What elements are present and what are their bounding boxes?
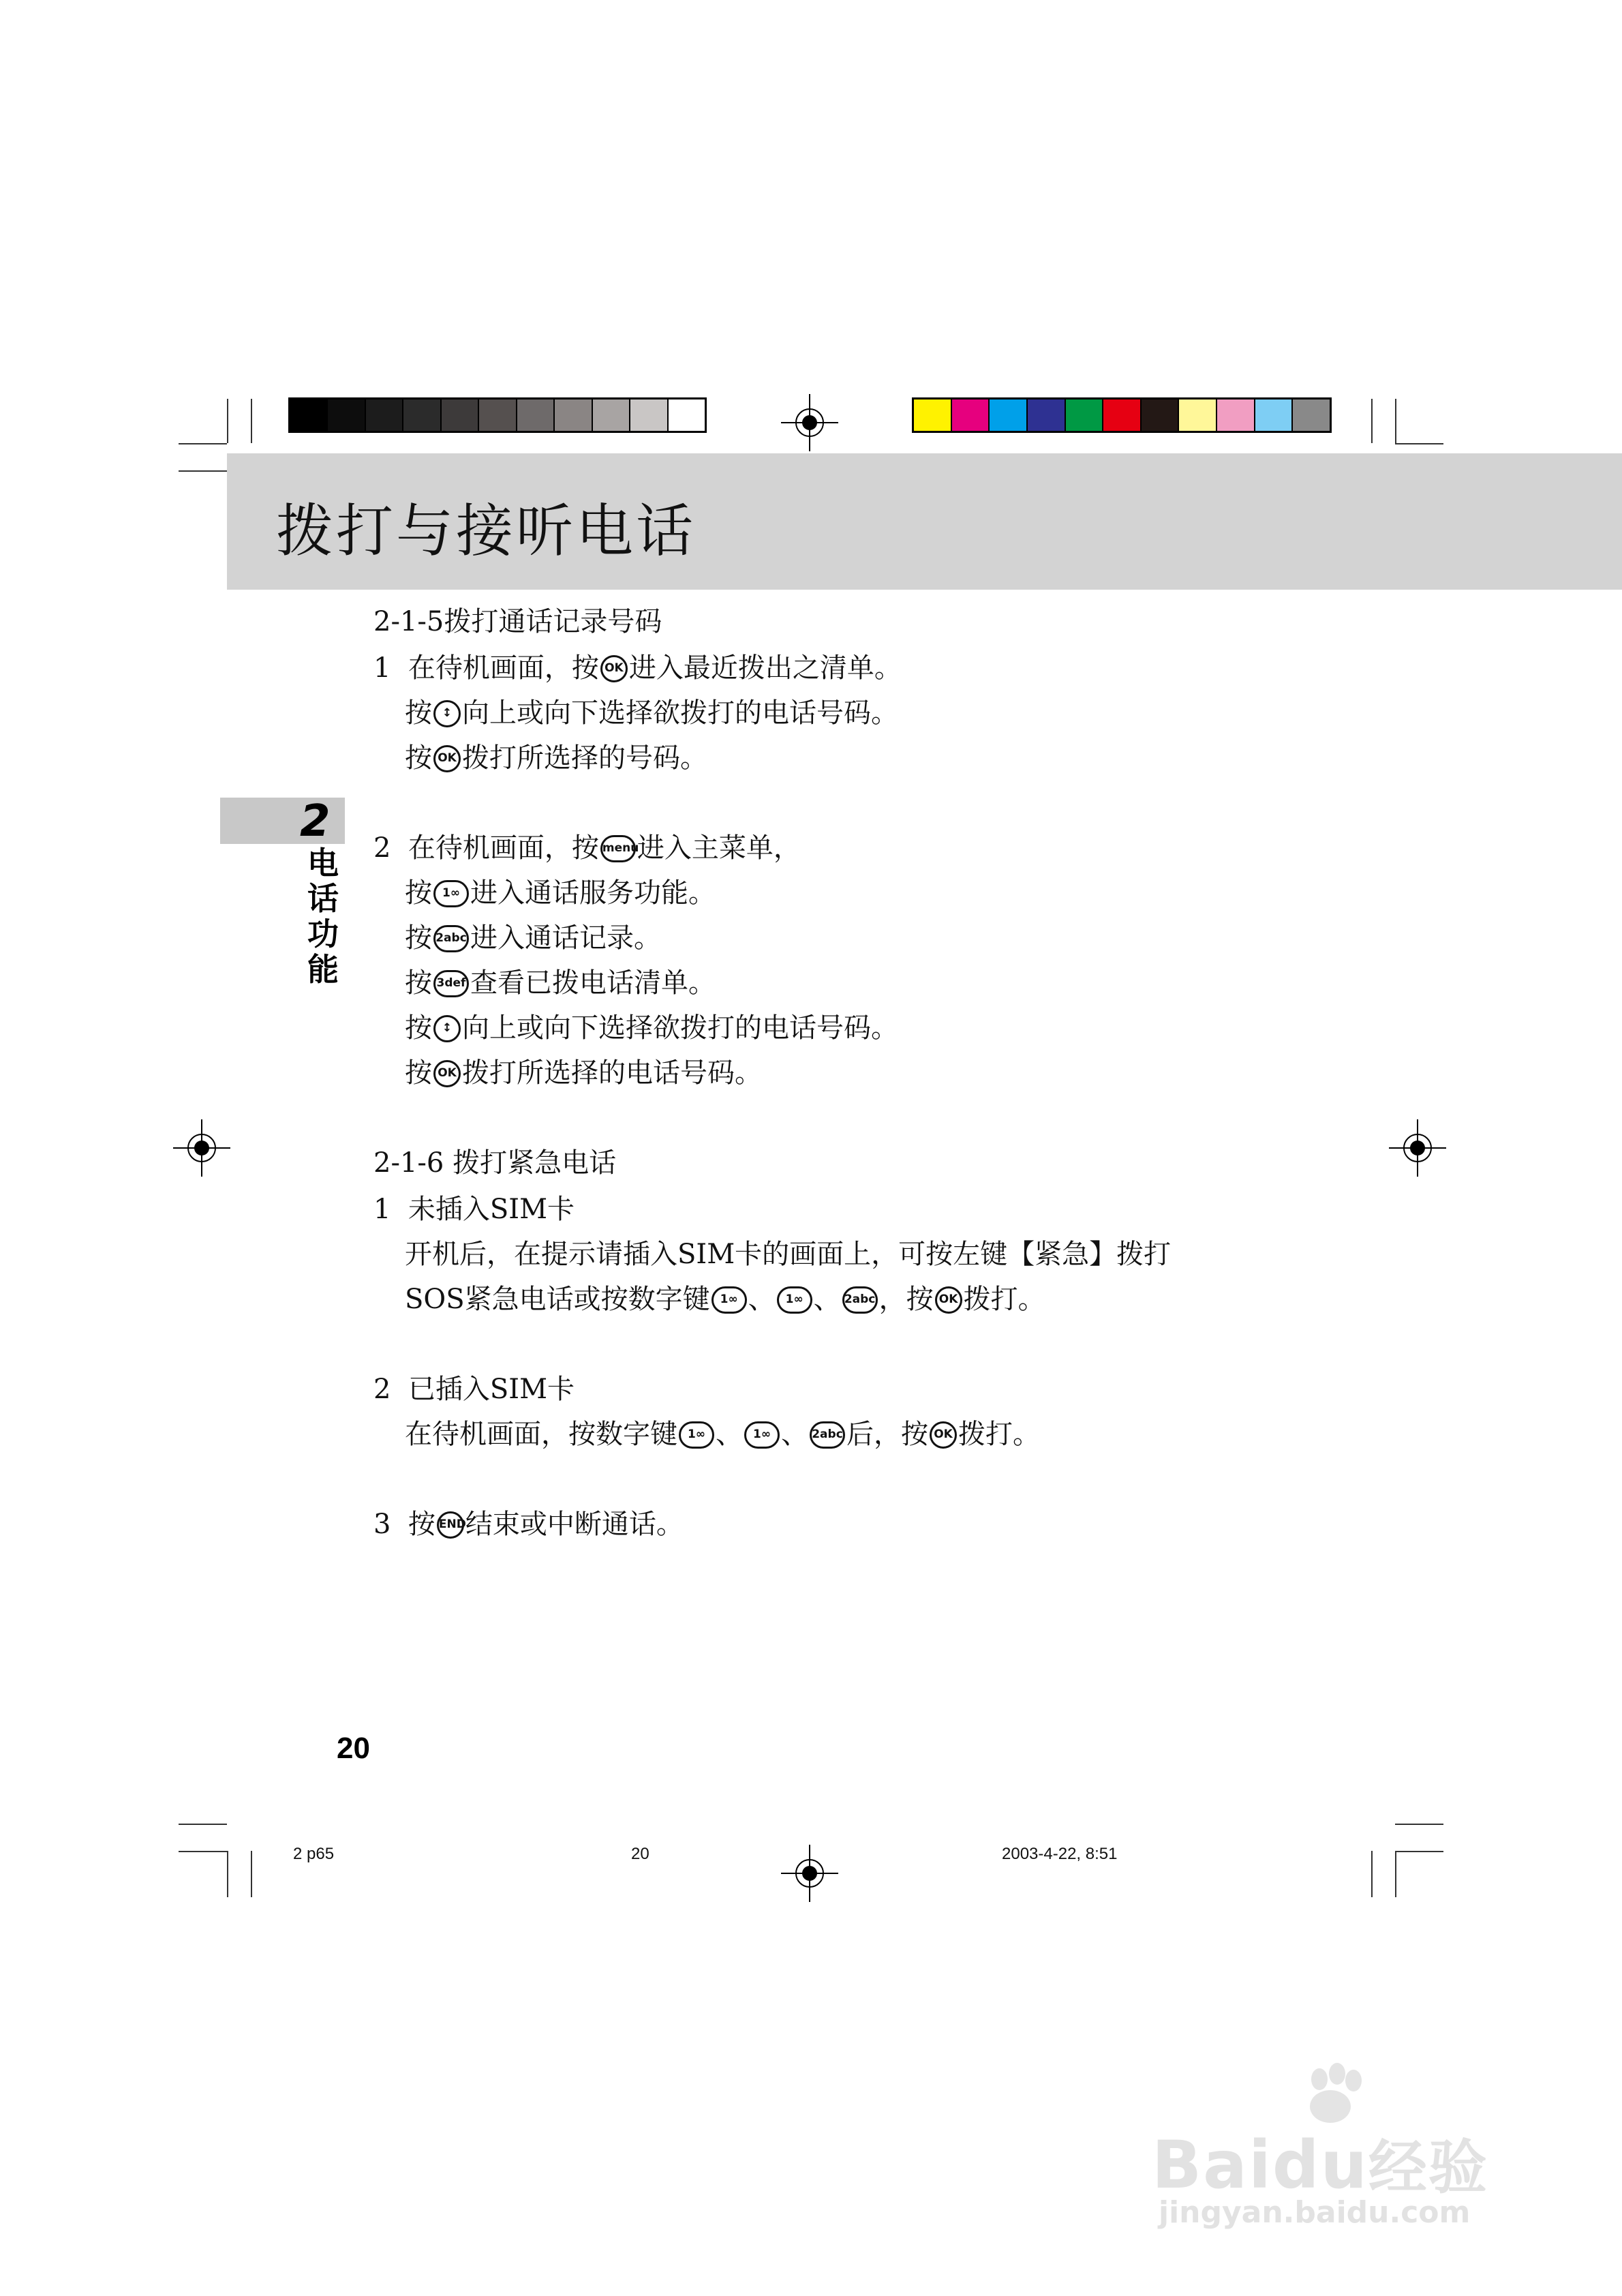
step-line — [405, 742, 707, 774]
nav-key-icon — [433, 700, 461, 727]
step-text: 按 — [405, 922, 432, 954]
crop-mark — [179, 1824, 227, 1825]
step-text: 进入通话记录。 — [470, 922, 661, 954]
step-text: 进入主菜单， — [637, 832, 801, 864]
step-line — [373, 1373, 575, 1406]
step-text: 、 — [716, 1419, 743, 1450]
registration-mark-icon — [781, 1845, 838, 1902]
color-swatch — [1103, 399, 1142, 431]
color-swatch — [1255, 399, 1294, 431]
watermark-brand-cn: 经验 — [1368, 2134, 1488, 2202]
section-heading: 2-1-5拨打通话记录号码 — [373, 606, 662, 637]
step-text: 向上或向下选择欲拨打的电话号码。 — [462, 697, 898, 729]
step-line — [405, 1418, 1040, 1451]
crop-mark — [1395, 1851, 1396, 1897]
step-text: 进入最近拨出之清单。 — [628, 652, 902, 684]
crop-mark — [251, 1851, 252, 1897]
gray-swatch — [290, 399, 328, 431]
step-text: 在待机画面，按 — [408, 832, 599, 864]
key-2-icon — [433, 925, 469, 952]
chapter-label-char: 功 — [307, 916, 339, 952]
key-3-icon — [433, 970, 469, 997]
ok-key-icon — [935, 1286, 962, 1314]
step-text: 、 — [781, 1419, 808, 1450]
footer-timestamp: 2003-4-22, 8:51 — [1002, 1845, 1118, 1863]
color-swatch — [1217, 399, 1255, 431]
step-text: 按 — [405, 967, 432, 999]
gray-swatch — [669, 399, 705, 431]
step-line — [405, 1283, 1045, 1316]
chapter-label — [305, 845, 341, 987]
step-text: 拨打。 — [958, 1419, 1040, 1450]
registration-mark-icon — [781, 394, 838, 451]
color-swatch — [1293, 399, 1330, 431]
step-title: 未插入SIM卡 — [408, 1194, 575, 1225]
ok-key-icon — [930, 1421, 957, 1449]
footer-filename: 2 p65 — [293, 1845, 335, 1863]
step-text: 拨打所选择的电话号码。 — [462, 1057, 762, 1089]
page-number: 20 — [337, 1732, 370, 1765]
step-line — [373, 1508, 684, 1541]
step-text: 后，按 — [846, 1419, 928, 1450]
crop-mark — [227, 1851, 228, 1897]
ok-key-icon — [433, 745, 461, 772]
nav-key-icon — [433, 1015, 461, 1042]
step-text: 按 — [408, 1509, 435, 1540]
crop-mark — [251, 399, 252, 443]
crop-mark — [1395, 1824, 1443, 1825]
step-number: 2 — [373, 832, 391, 864]
step-line — [373, 832, 801, 864]
crop-mark — [1395, 443, 1443, 444]
key-1-icon — [777, 1286, 812, 1314]
key-1-icon — [711, 1286, 747, 1314]
color-colorbar — [912, 397, 1332, 433]
color-swatch — [1142, 399, 1180, 431]
crop-mark — [1371, 399, 1373, 443]
baidu-watermark — [1152, 2059, 1533, 2229]
key-1-icon — [744, 1421, 780, 1449]
step-text: 在待机画面，按 — [408, 652, 599, 684]
key-1-icon — [433, 880, 469, 907]
crop-mark — [227, 399, 228, 443]
color-swatch — [1179, 399, 1217, 431]
crop-mark — [1395, 1851, 1443, 1852]
color-swatch — [952, 399, 990, 431]
end-key-icon — [437, 1511, 464, 1539]
step-text: 、 — [813, 1284, 841, 1315]
key-2-icon — [810, 1421, 845, 1449]
ok-key-icon — [433, 1060, 461, 1087]
step-title: 已插入SIM卡 — [408, 1374, 575, 1405]
gray-swatch — [328, 399, 365, 431]
menu-key-icon — [600, 835, 636, 862]
step-text: 拨打所选择的号码。 — [462, 742, 707, 774]
gray-swatch — [403, 399, 441, 431]
step-text: 按 — [405, 1057, 432, 1089]
step-line — [405, 877, 716, 909]
gray-swatch — [593, 399, 630, 431]
color-swatch — [1028, 399, 1066, 431]
step-text: 按 — [405, 697, 432, 729]
color-swatch — [1066, 399, 1104, 431]
key-1-icon — [679, 1421, 714, 1449]
step-text: 结束或中断通话。 — [465, 1509, 684, 1540]
step-text: 在待机画面，按数字键 — [405, 1419, 677, 1450]
gray-swatch — [630, 399, 668, 431]
gray-swatch — [442, 399, 479, 431]
step-text: 进入通话服务功能。 — [470, 877, 716, 909]
step-text: 向上或向下选择欲拨打的电话号码。 — [462, 1012, 898, 1044]
step-text: ，按 — [878, 1284, 934, 1315]
step-text: 按 — [405, 1012, 432, 1044]
color-swatch — [914, 399, 952, 431]
step-number: 3 — [373, 1509, 391, 1540]
step-text: 查看已拨电话清单。 — [470, 967, 716, 999]
watermark-url: jingyan.baidu.com — [1159, 2195, 1471, 2230]
registration-mark-icon — [1389, 1119, 1446, 1177]
step-text: 拨打。 — [963, 1284, 1045, 1315]
chapter-label-char: 电 — [307, 845, 339, 881]
key-2-icon — [842, 1286, 878, 1314]
step-number: 1 — [373, 652, 391, 684]
crop-mark — [1395, 399, 1396, 443]
step-number: 1 — [373, 1194, 391, 1225]
step-text: 按 — [405, 742, 432, 774]
step-text: 按 — [405, 877, 432, 909]
step-line — [405, 697, 898, 729]
step-line — [373, 1193, 575, 1226]
step-line — [405, 1057, 762, 1089]
chapter-label-char: 话 — [307, 880, 339, 917]
registration-mark-icon — [173, 1119, 230, 1177]
step-number: 2 — [373, 1374, 391, 1405]
watermark-brand: Baidu — [1152, 2127, 1368, 2203]
gray-swatch — [479, 399, 517, 431]
footer-page: 20 — [631, 1845, 649, 1863]
crop-mark — [179, 443, 227, 444]
step-line — [405, 922, 661, 954]
step-line — [373, 652, 902, 684]
section-heading: 2-1-6 拨打紧急电话 — [373, 1147, 617, 1179]
gray-swatch — [517, 399, 555, 431]
chapter-number: 2 — [300, 796, 331, 847]
chapter-label-char: 能 — [307, 951, 339, 988]
grayscale-colorbar — [288, 397, 707, 433]
gray-swatch — [555, 399, 592, 431]
gray-swatch — [366, 399, 403, 431]
crop-mark — [179, 470, 227, 472]
crop-mark — [179, 1851, 227, 1852]
step-line: 开机后，在提示请插入SIM卡的画面上，可按左键【紧急】拨打 — [405, 1239, 1172, 1270]
ok-key-icon — [600, 655, 628, 682]
color-swatch — [990, 399, 1028, 431]
step-text: 、 — [748, 1284, 776, 1315]
crop-mark — [1371, 1851, 1373, 1897]
step-text: SOS紧急电话或按数字键 — [405, 1284, 710, 1315]
step-line — [405, 967, 716, 999]
page-title: 拨打与接听电话 — [276, 498, 697, 564]
step-line — [405, 1012, 898, 1044]
